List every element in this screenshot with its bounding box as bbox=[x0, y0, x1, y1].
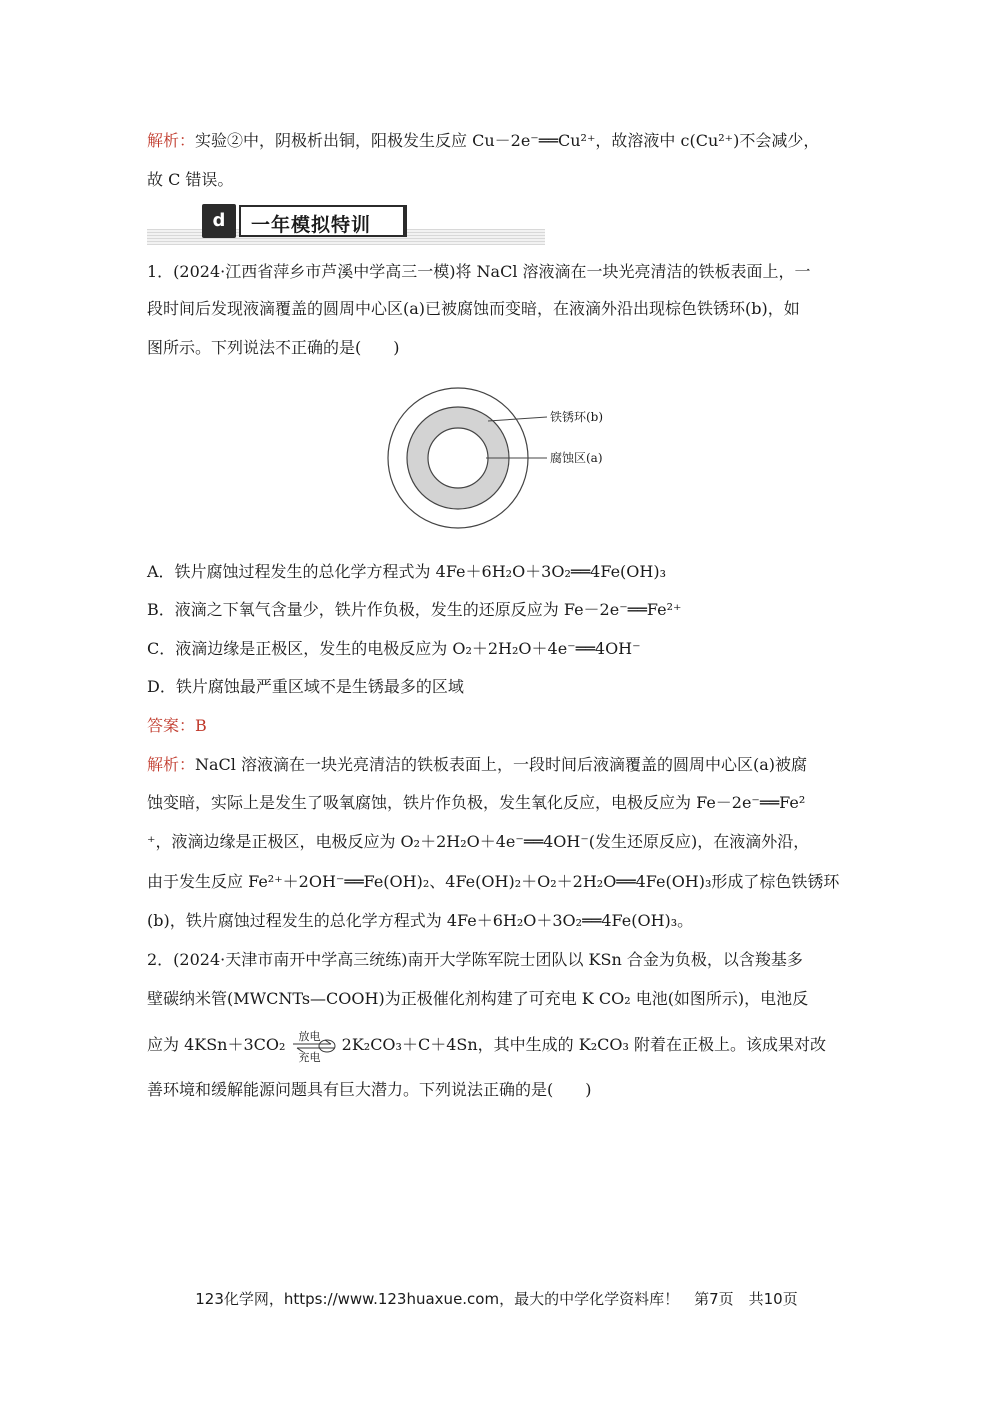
q2-line3 bbox=[147, 1029, 859, 1064]
analysis-top-line1 bbox=[147, 130, 859, 152]
q1-analysis-line1 bbox=[147, 754, 859, 776]
arrow-label-discharge: 放电 bbox=[298, 1029, 321, 1043]
answer: 答案：B bbox=[147, 716, 207, 735]
option-d: D．铁片腐蚀最严重区域不是生锈最多的区域 bbox=[147, 677, 464, 696]
q1-line1: 1．(2024·江西省萍乡市芦溪中学高三一模)将 NaCl 溶液滴在一块光亮清洁的铁板表面上，一 bbox=[147, 262, 811, 281]
arrow-label-charge: 充电 bbox=[298, 1050, 321, 1064]
q2-line4: 善环境和缓解能源问题具有巨大潜力。下列说法正确的是( ) bbox=[147, 1080, 592, 1099]
option-a: A．铁片腐蚀过程发生的总化学方程式为 4Fe＋6H₂O＋3O₂══4Fe(OH)₃ bbox=[147, 562, 667, 581]
reaction-left: 应为 4KSn＋3CO₂ bbox=[147, 1035, 286, 1054]
banner-title-box bbox=[239, 205, 407, 237]
q1-analysis-line4: 由于发生反应 Fe²⁺＋2OH⁻══Fe(OH)₂、4Fe(OH)₂＋O₂＋2H₂O══4Fe(OH)₃形成了棕色铁锈环 bbox=[147, 872, 840, 891]
q1-analysis-line2: 蚀变暗，实际上是发生了吸氧腐蚀，铁片作负极，发生氧化反应，电极反应为 Fe－2e⁻══Fe² bbox=[147, 793, 806, 812]
q1-line2: 段时间后发现液滴覆盖的圆周中心区(a)已被腐蚀而变暗，在液滴外沿出现棕色铁锈环(b)，如 bbox=[147, 299, 800, 318]
label-rust-ring: 铁锈环(b) bbox=[550, 410, 604, 424]
analysis-top-line2: 故 C 错误。 bbox=[147, 170, 234, 189]
page-footer: 123化学网，https://www.123huaxue.com，最大的中学化学资料库！ 第7页 共10页 bbox=[195, 1290, 798, 1308]
q2-line2: 壁碳纳米管(MWCNTs—COOH)为正极催化剂构建了可充电 K CO₂ 电池(如图所示)，电池反 bbox=[147, 989, 809, 1008]
q1-analysis-line5: (b)，铁片腐蚀过程发生的总化学方程式为 4Fe＋6H₂O＋3O₂══4Fe(OH)₃。 bbox=[147, 911, 694, 930]
q1-line3: 图所示。下列说法不正确的是( ) bbox=[147, 338, 400, 357]
reaction-right: 2K₂CO₃＋C＋4Sn，其中生成的 K₂CO₃ 附着在正极上。该成果对改 bbox=[341, 1035, 826, 1054]
corrosion-zone bbox=[428, 428, 488, 488]
label-corrosion-zone: 腐蚀区(a) bbox=[550, 451, 603, 465]
corrosion-diagram bbox=[385, 383, 625, 533]
analysis-text: 实验②中，阴极析出铜，阳极发生反应 Cu－2e⁻══Cu²⁺，故溶液中 c(Cu²⁺)不会减少， bbox=[195, 131, 820, 150]
analysis-text: NaCl 溶液滴在一块光亮清洁的铁板表面上，一段时间后液滴覆盖的圆周中心区(a)被腐 bbox=[195, 755, 808, 774]
book-icon: d bbox=[202, 204, 236, 238]
q2-line1: 2．(2024·天津市南开中学高三统练)南开大学陈军院士团队以 KSn 合金为负极，以含羧基多 bbox=[147, 950, 803, 969]
analysis-label: 解析： bbox=[147, 131, 196, 150]
option-c: C．液滴边缘是正极区，发生的电极反应为 O₂＋2H₂O＋4e⁻══4OH⁻ bbox=[147, 639, 641, 658]
section-banner bbox=[147, 201, 545, 245]
reversible-arrow bbox=[291, 1029, 337, 1064]
q1-analysis-line3: ⁺，液滴边缘是正极区，电极反应为 O₂＋2H₂O＋4e⁻══4OH⁻(发生还原反应)，在液滴外沿， bbox=[147, 832, 810, 851]
option-b: B．液滴之下氧气含量少，铁片作负极，发生的还原反应为 Fe－2e⁻══Fe²⁺ bbox=[147, 600, 682, 619]
analysis-label: 解析： bbox=[147, 755, 196, 774]
section-title: 一年模拟特训 bbox=[251, 214, 372, 236]
